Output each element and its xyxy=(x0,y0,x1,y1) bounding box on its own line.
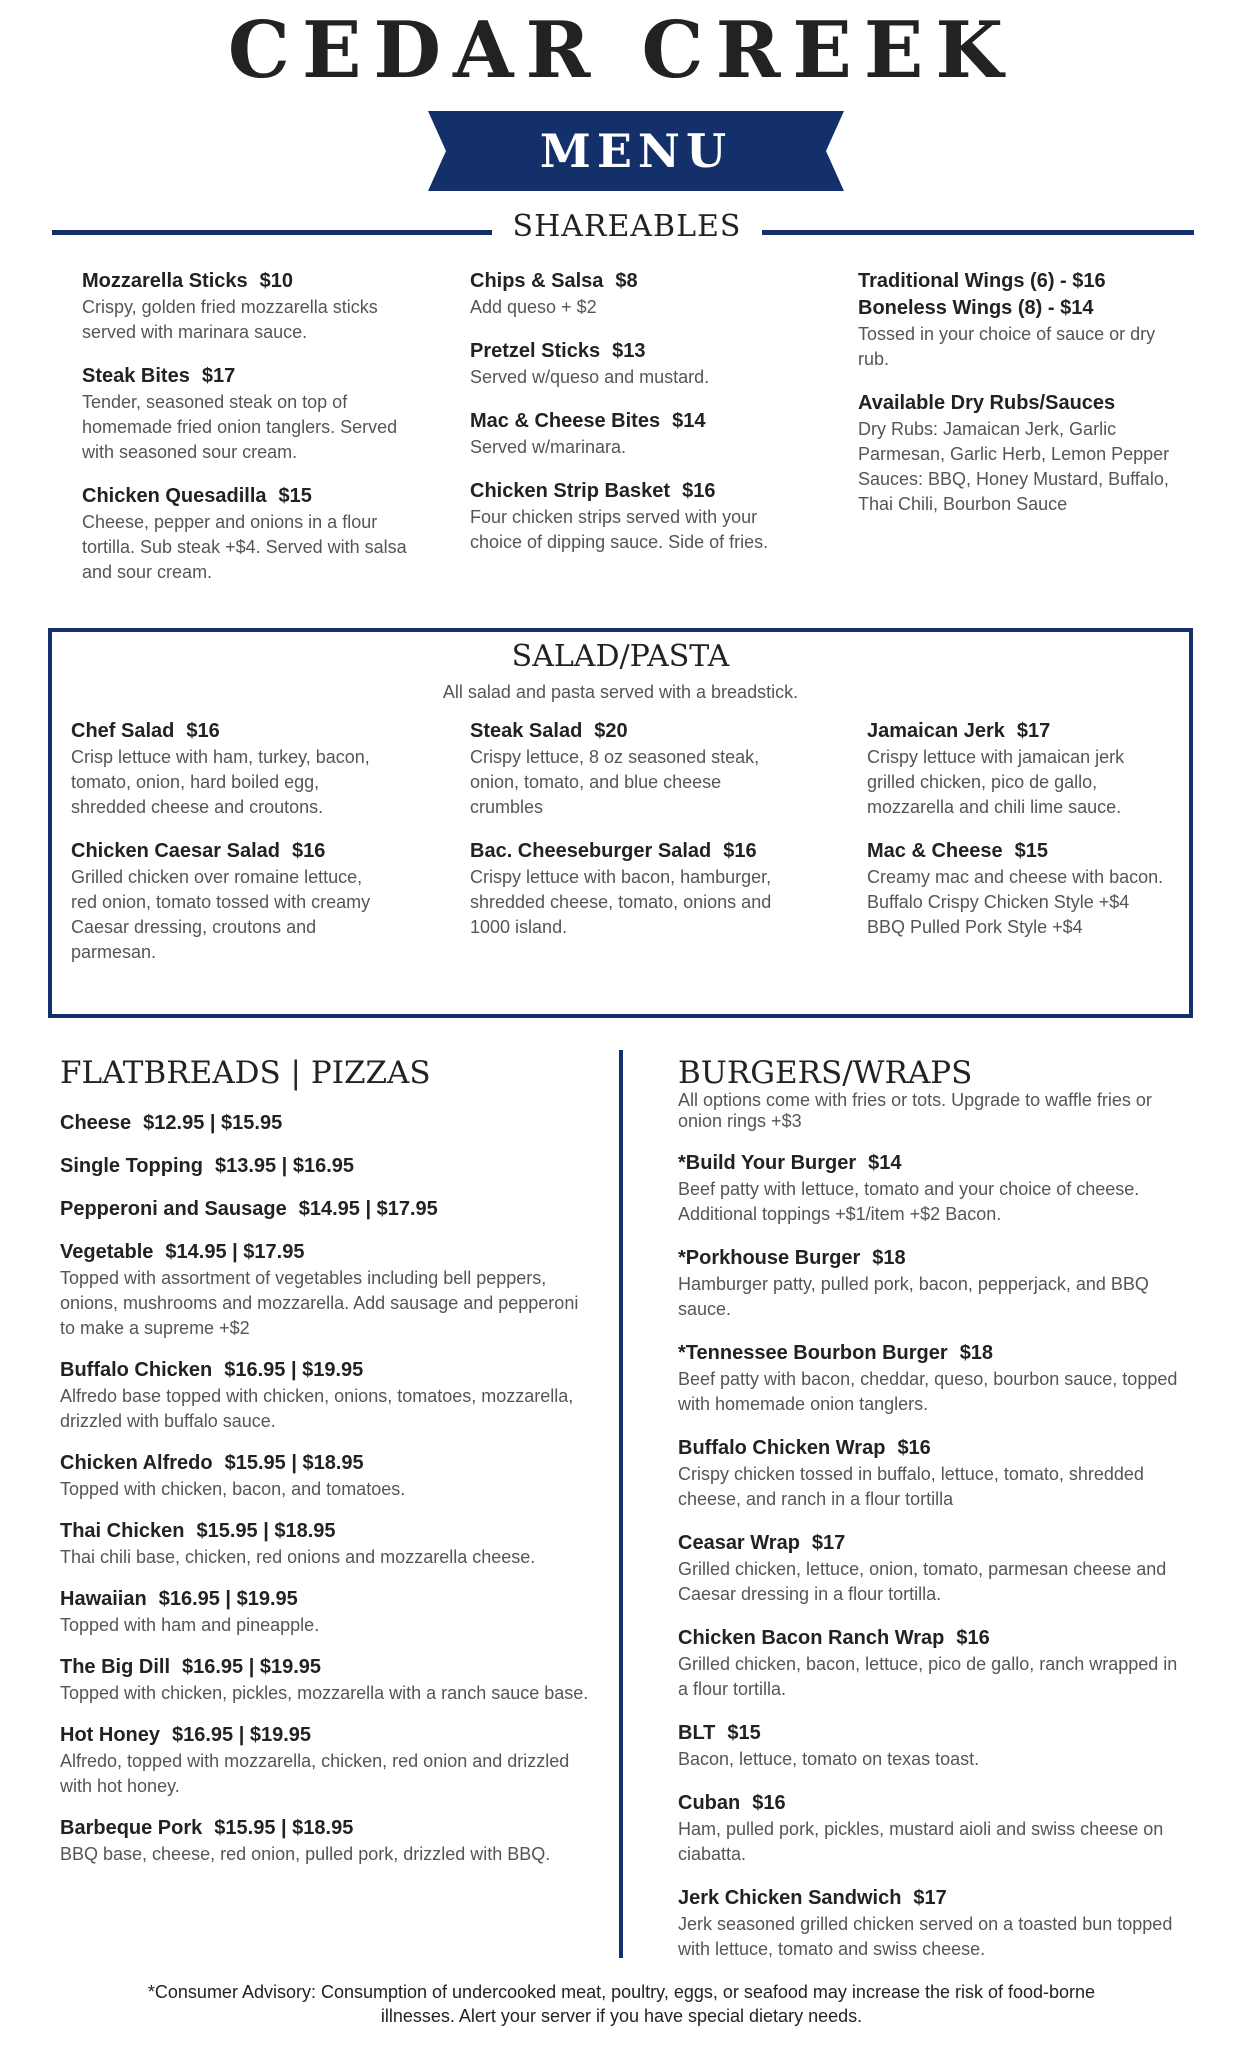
item-name: Chicken Bacon Ranch Wrap xyxy=(678,1627,945,1649)
wings-traditional: Traditional Wings (6) - $16 xyxy=(858,270,1106,292)
item-price: $10 xyxy=(259,270,293,292)
item-price: $14.95 | $17.95 xyxy=(298,1198,438,1220)
item-price: $13.95 | $16.95 xyxy=(214,1155,355,1177)
item-price: $14 xyxy=(868,1152,902,1174)
item-description: Bacon, lettuce, tomato on texas toast. xyxy=(678,1749,980,1769)
item-description: Topped with assortment of vegetables including bell peppers, onions, mushrooms and mozzarella. Add sausage and pepperoni to make a supreme +$2 xyxy=(60,1268,579,1338)
item-name: Chicken Alfredo xyxy=(60,1452,213,1474)
menu-item xyxy=(60,1654,590,1706)
salad-col-2 xyxy=(470,718,790,958)
menu-item xyxy=(60,1153,590,1180)
item-price: $17 xyxy=(201,365,236,387)
menu-item xyxy=(82,268,412,345)
wings-item xyxy=(858,268,1178,372)
item-description: Grilled chicken, lettuce, onion, tomato, parmesan cheese and Caesar dressing in a flour tortilla. xyxy=(678,1559,1167,1604)
item-name: Thai Chicken xyxy=(60,1520,185,1542)
item-price: $16 xyxy=(956,1627,990,1649)
menu-item xyxy=(678,1790,1188,1867)
menu-banner-label: MENU xyxy=(539,124,733,178)
item-description: Add queso + $2 xyxy=(470,297,597,317)
salad-pasta-subtitle: All salad and pasta served with a breadstick. xyxy=(442,682,799,702)
menu-item xyxy=(867,838,1177,940)
menu-item xyxy=(678,1245,1188,1322)
item-description: Crispy, golden fried mozzarella sticks served with marinara sauce. xyxy=(82,297,378,342)
menu-item xyxy=(82,363,412,465)
item-name: Mac & Cheese Bites xyxy=(470,410,661,432)
item-description: Cheese, pepper and onions in a flour tortilla. Sub steak +$4. Served with salsa and sour cream. xyxy=(82,512,407,582)
item-name: Jerk Chicken Sandwich xyxy=(678,1887,902,1909)
item-description: Ham, pulled pork, pickles, mustard aioli and swiss cheese on ciabatta. xyxy=(678,1819,1164,1864)
salad-pasta-heading: SALAD/PASTA xyxy=(511,639,730,674)
item-price: $16 xyxy=(292,840,326,862)
menu-item xyxy=(60,1450,590,1502)
burgers-list xyxy=(678,1150,1188,1980)
item-description: Creamy mac and cheese with bacon. xyxy=(867,867,1164,887)
item-name: *Tennessee Bourbon Burger xyxy=(678,1342,948,1364)
wings-description: Tossed in your choice of sauce or dry rub. xyxy=(858,324,1156,369)
shareables-rule-right xyxy=(762,230,1194,235)
menu-item xyxy=(60,1722,590,1799)
item-price: $14 xyxy=(672,410,706,432)
item-price: $15 xyxy=(1014,840,1048,862)
sauces-item xyxy=(858,390,1178,517)
item-price: $15 xyxy=(727,1722,761,1744)
item-name: Hot Honey xyxy=(60,1724,160,1746)
item-name: Chef Salad xyxy=(71,720,175,742)
menu-item xyxy=(60,1110,590,1137)
sauces-list: Sauces: BBQ, Honey Mustard, Buffalo, Thai Chili, Bourbon Sauce xyxy=(858,469,1169,514)
item-price: $17 xyxy=(1016,720,1051,742)
item-price: $8 xyxy=(615,270,638,292)
burgers-subtitle: All options come with fries or tots. Upgrade to waffle fries or onion rings +$3 xyxy=(678,1090,1152,1131)
burgers-heading: BURGERS/WRAPS xyxy=(678,1055,973,1091)
item-price: $17 xyxy=(811,1532,846,1554)
item-description: Beef patty with bacon, cheddar, queso, bourbon sauce, topped with homemade onion tanglers. xyxy=(678,1369,1178,1414)
item-name: Barbeque Pork xyxy=(60,1817,203,1839)
item-name: Chicken Strip Basket xyxy=(470,480,671,502)
item-name: Single Topping xyxy=(60,1155,203,1177)
menu-item xyxy=(470,478,800,555)
item-name: Chicken Caesar Salad xyxy=(71,840,280,862)
menu-item xyxy=(678,1885,1188,1962)
item-description: Alfredo, topped with mozzarella, chicken, red onion and drizzled with hot honey. xyxy=(60,1751,570,1796)
menu-item xyxy=(71,718,391,820)
shareables-col-1 xyxy=(82,268,412,603)
item-description: Beef patty with lettuce, tomato and your choice of cheese. Additional toppings +$1/item +$2 Bacon. xyxy=(678,1179,1140,1224)
item-description: Topped with chicken, bacon, and tomatoes. xyxy=(60,1479,406,1499)
item-price: $16 xyxy=(897,1437,931,1459)
item-price: $12.95 | $15.95 xyxy=(143,1112,283,1134)
item-description: Topped with ham and pineapple. xyxy=(60,1615,320,1635)
item-name: Mac & Cheese xyxy=(867,840,1003,862)
item-price: $16.95 | $19.95 xyxy=(158,1588,298,1610)
item-name: Steak Bites xyxy=(82,365,190,387)
flatbreads-list xyxy=(60,1110,590,1883)
shareables-heading: SHAREABLES xyxy=(512,209,742,244)
consumer-advisory: *Consumer Advisory: Consumption of undercooked meat, poultry, eggs, or seafood may increase the risk of food-borne illnesses. Alert your server if you have special dietary needs. xyxy=(147,1982,1096,2026)
salad-col-1 xyxy=(71,718,391,983)
menu-item xyxy=(470,718,790,820)
item-description: Tender, seasoned steak on top of homemade fried onion tanglers. Served with seasoned sour cream. xyxy=(82,392,398,462)
item-name: Chicken Quesadilla xyxy=(82,485,267,507)
menu-item xyxy=(678,1720,1188,1772)
item-price: $16.95 | $19.95 xyxy=(224,1359,364,1381)
menu-item xyxy=(678,1530,1188,1607)
item-description: Jerk seasoned grilled chicken served on a toasted bun topped with lettuce, tomato and swiss cheese. xyxy=(678,1914,1173,1959)
item-description: Served w/queso and mustard. xyxy=(470,367,710,387)
item-price: $18 xyxy=(872,1247,906,1269)
item-addon: Buffalo Crispy Chicken Style +$4 xyxy=(867,892,1130,912)
menu-item xyxy=(470,408,800,460)
item-addon: BBQ Pulled Pork Style +$4 xyxy=(867,917,1083,937)
item-name: Buffalo Chicken xyxy=(60,1359,213,1381)
item-price: $14.95 | $17.95 xyxy=(165,1241,305,1263)
menu-item xyxy=(60,1815,590,1867)
item-description: Served w/marinara. xyxy=(470,437,627,457)
item-description: Grilled chicken, bacon, lettuce, pico de gallo, ranch wrapped in a flour tortilla. xyxy=(678,1654,1178,1699)
item-price: $16 xyxy=(186,720,220,742)
menu-item xyxy=(60,1357,590,1434)
item-name: Vegetable xyxy=(60,1241,154,1263)
menu-item xyxy=(678,1150,1188,1227)
item-description: Topped with chicken, pickles, mozzarella with a ranch sauce base. xyxy=(60,1683,589,1703)
menu-item xyxy=(470,838,790,940)
menu-banner xyxy=(428,111,844,191)
menu-item xyxy=(71,838,391,965)
item-description: Crispy lettuce with jamaican jerk grilled chicken, pico de gallo, mozzarella and chili lime sauce. xyxy=(867,747,1125,817)
item-name: Bac. Cheeseburger Salad xyxy=(470,840,712,862)
item-price: $13 xyxy=(612,340,646,362)
item-price: $15.95 | $18.95 xyxy=(224,1452,364,1474)
menu-item xyxy=(470,338,800,390)
item-name: Hawaiian xyxy=(60,1588,147,1610)
item-description: Four chicken strips served with your choice of dipping sauce. Side of fries. xyxy=(470,507,769,552)
flatbreads-heading: FLATBREADS | PIZZAS xyxy=(60,1055,431,1091)
wings-boneless: Boneless Wings (8) - $14 xyxy=(858,297,1094,319)
menu-item xyxy=(470,268,800,320)
restaurant-title: CEDAR CREEK xyxy=(227,5,1016,96)
item-price: $16 xyxy=(752,1792,786,1814)
item-description: Crispy lettuce with bacon, hamburger, shredded cheese, tomato, onions and 1000 island. xyxy=(470,867,772,937)
item-price: $16 xyxy=(723,840,757,862)
item-price: $16.95 | $19.95 xyxy=(172,1724,312,1746)
item-name: Cheese xyxy=(60,1112,132,1134)
menu-item xyxy=(60,1586,590,1638)
item-price: $16.95 | $19.95 xyxy=(182,1656,322,1678)
shareables-rule-left xyxy=(52,230,492,235)
item-price: $15.95 | $18.95 xyxy=(196,1520,336,1542)
item-description: Hamburger patty, pulled pork, bacon, pepperjack, and BBQ sauce. xyxy=(678,1274,1149,1319)
item-name: Chips & Salsa xyxy=(470,270,604,292)
item-name: Jamaican Jerk xyxy=(867,720,1005,742)
item-name: The Big Dill xyxy=(60,1656,170,1678)
column-divider xyxy=(619,1050,623,1958)
item-price: $15 xyxy=(278,485,312,507)
item-description: Alfredo base topped with chicken, onions, tomatoes, mozzarella, drizzled with buffalo sauce. xyxy=(60,1386,574,1431)
item-description: Thai chili base, chicken, red onions and mozzarella cheese. xyxy=(60,1547,536,1567)
dry-rubs-list: Dry Rubs: Jamaican Jerk, Garlic Parmesan, Garlic Herb, Lemon Pepper xyxy=(858,419,1170,464)
menu-item xyxy=(60,1518,590,1570)
item-name: Mozzarella Sticks xyxy=(82,270,248,292)
item-name: Cuban xyxy=(678,1792,741,1814)
item-name: Pepperoni and Sausage xyxy=(60,1198,287,1220)
menu-item xyxy=(867,718,1177,820)
item-price: $15.95 | $18.95 xyxy=(214,1817,354,1839)
item-description: BBQ base, cheese, red onion, pulled pork, drizzled with BBQ. xyxy=(60,1844,551,1864)
shareables-col-3 xyxy=(858,268,1178,535)
menu-item xyxy=(678,1435,1188,1512)
sauces-title: Available Dry Rubs/Sauces xyxy=(858,392,1116,414)
menu-item xyxy=(60,1196,590,1223)
menu-item xyxy=(60,1239,590,1341)
menu-item xyxy=(678,1340,1188,1417)
salad-col-3 xyxy=(867,718,1177,958)
item-description: Grilled chicken over romaine lettuce, red onion, tomato tossed with creamy Caesar dressing, croutons and parmesan. xyxy=(71,867,371,962)
menu-item xyxy=(82,483,412,585)
menu-item xyxy=(678,1625,1188,1702)
item-name: BLT xyxy=(678,1722,716,1744)
item-name: Steak Salad xyxy=(470,720,583,742)
item-name: *Porkhouse Burger xyxy=(678,1247,861,1269)
item-description: Crispy chicken tossed in buffalo, lettuce, tomato, shredded cheese, and ranch in a flour tortilla xyxy=(678,1464,1144,1509)
item-price: $20 xyxy=(594,720,628,742)
item-name: *Build Your Burger xyxy=(678,1152,857,1174)
item-name: Ceasar Wrap xyxy=(678,1532,800,1554)
item-name: Pretzel Sticks xyxy=(470,340,601,362)
item-price: $16 xyxy=(682,480,716,502)
item-price: $18 xyxy=(959,1342,994,1364)
item-price: $17 xyxy=(913,1887,947,1909)
shareables-col-2 xyxy=(470,268,800,573)
item-description: Crisp lettuce with ham, turkey, bacon, tomato, onion, hard boiled egg, shredded cheese and croutons. xyxy=(71,747,370,817)
item-description: Crispy lettuce, 8 oz seasoned steak, onion, tomato, and blue cheese crumbles xyxy=(470,747,760,817)
item-name: Buffalo Chicken Wrap xyxy=(678,1437,886,1459)
